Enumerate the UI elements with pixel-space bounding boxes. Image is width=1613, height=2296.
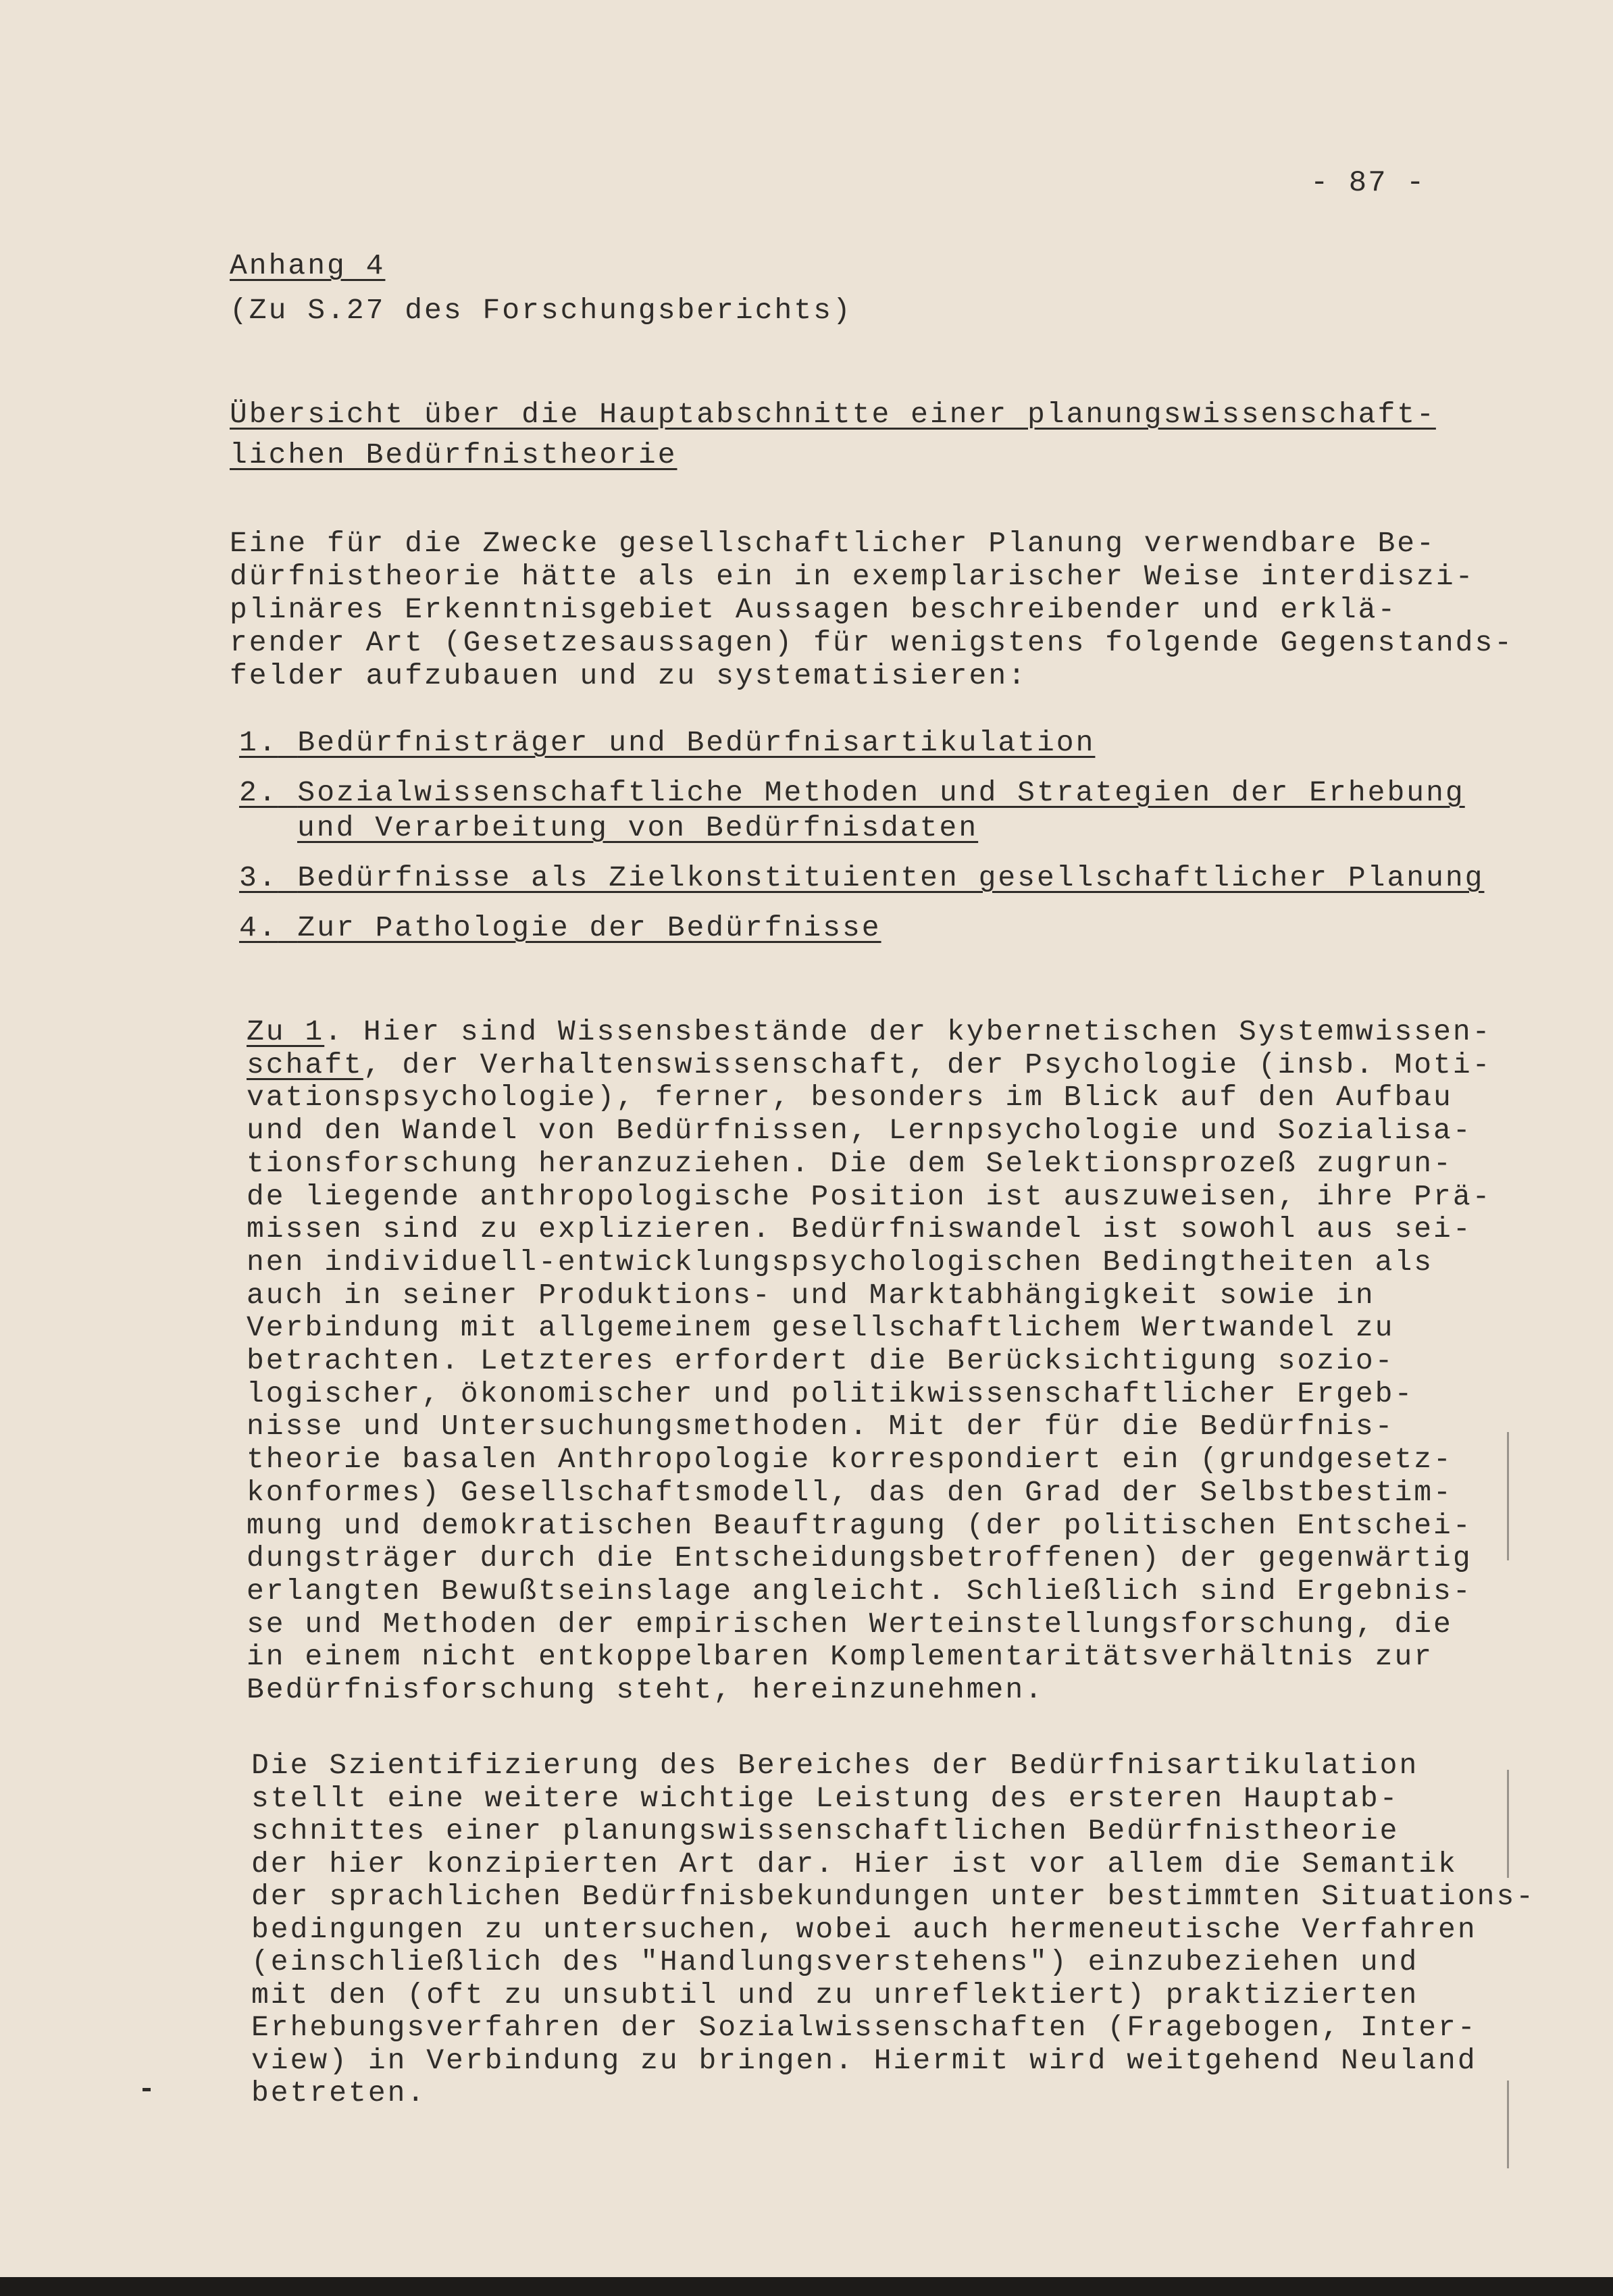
para1-line: logischer, ökonomischer und politikwissenschaftlicher Ergeb- xyxy=(247,1377,1414,1410)
para2-line: bedingungen zu untersuchen, wobei auch hermeneutische Verfahren xyxy=(251,1912,1477,1946)
para1-line: missen sind zu explizieren. Bedürfniswandel ist sowohl aus sei- xyxy=(247,1213,1473,1246)
para2-line: (einschließlich des "Handlungsverstehens") einzubeziehen und xyxy=(251,1945,1419,1979)
para2-line: betreten. xyxy=(251,2076,427,2110)
para1-line: theorie basalen Anthropologie korrespondiert ein (grundgesetz- xyxy=(247,1443,1453,1477)
margin-line-mark xyxy=(1507,1432,1509,1560)
appendix-reference: (Zu S.27 des Forschungsberichts) xyxy=(230,294,852,327)
section-number: 3. xyxy=(239,861,278,894)
section-text: Sozialwissenschaftliche Methoden und Strategien der Erhebung xyxy=(297,776,1465,809)
para2-line: Erhebungsverfahren der Sozialwissenschaften (Fragebogen, Inter- xyxy=(251,2011,1477,2044)
appendix-label xyxy=(230,250,1567,282)
para2-line: schnittes einer planungswissenschaftlichen Bedürfnistheorie xyxy=(251,1814,1400,1847)
para1-line: nisse und Untersuchungsmethoden. Mit der für die Bedürfnis- xyxy=(247,1410,1395,1444)
scan-bottom-edge xyxy=(0,2277,1613,2296)
para2-line: mit den (oft zu unsubtil und zu unreflektiert) praktizierten xyxy=(251,1978,1419,2012)
para1-line: se und Methoden der empirischen Werteinstellungsforschung, die xyxy=(247,1607,1453,1641)
intro-line: plinäres Erkenntnisgebiet Aussagen beschreibender und erklä- xyxy=(230,593,1398,626)
para1-line: mung und demokratischen Beauftragung (der politischen Entschei- xyxy=(247,1508,1473,1542)
section-item-4 xyxy=(239,911,1577,946)
document-title xyxy=(230,394,1567,476)
section-list xyxy=(239,725,1577,961)
section-number: 2. xyxy=(239,776,278,809)
intro-line: render Art (Gesetzesaussagen) für wenigstens folgende Gegenstands- xyxy=(230,626,1514,659)
section-continuation: und Verarbeitung von Bedürfnisdaten xyxy=(297,811,979,844)
para1-line: in einem nicht entkoppelbaren Komplementaritätsverhältnis zur xyxy=(247,1640,1434,1674)
intro-paragraph xyxy=(230,527,1567,692)
para1-text: , der Verhaltenswissenschaft, der Psychologie (insb. Moti- xyxy=(363,1048,1492,1081)
para1-line: erlangten Bewußtseinslage angleicht. Schließlich sind Ergebnis- xyxy=(247,1574,1473,1608)
para1-line: tionsforschung heranzuziehen. Die dem Selektionsprozeß zugrun- xyxy=(247,1146,1453,1180)
para1-line: betrachten. Letzteres erfordert die Berücksichtigung sozio- xyxy=(247,1344,1395,1378)
page-number: - 87 - xyxy=(1310,166,1426,200)
para1-line: konformes) Gesellschaftsmodell, das den Grad der Selbstbestim- xyxy=(247,1475,1453,1509)
para1-line: Verbindung mit allgemeinem gesellschaftlichem Wertwandel zu xyxy=(247,1311,1395,1345)
para1-line: de liegende anthropologische Position ist auszuweisen, ihre Prä- xyxy=(247,1179,1492,1213)
section-heading xyxy=(239,775,1577,811)
para1-line: nen individuell-entwicklungspsychologischen Bedingtheiten als xyxy=(247,1245,1434,1279)
section-text: Zur Pathologie der Bedürfnisse xyxy=(297,911,881,944)
para2-line: der hier konzipierten Art dar. Hier ist vor allem die Semantik xyxy=(251,1847,1458,1881)
para1-line: Bedürfnisforschung steht, hereinzunehmen. xyxy=(247,1673,1044,1707)
margin-dash-mark xyxy=(143,2088,151,2091)
title-line-2: lichen Bedürfnistheorie xyxy=(230,438,677,471)
section-number: 1. xyxy=(239,726,278,759)
para1-line xyxy=(247,1016,1584,1049)
para1-line: vationspsychologie), ferner, besonders im Blick auf den Aufbau xyxy=(247,1081,1453,1115)
section-text: Bedürfnisse als Zielkonstituienten gesellschaftlicher Planung xyxy=(297,861,1485,894)
para1-label-tail: . xyxy=(324,1015,344,1048)
intro-line: Eine für die Zwecke gesellschaftlicher Planung verwendbare Be- xyxy=(230,527,1436,560)
margin-line-mark xyxy=(1507,1770,1509,1878)
section-item-2 xyxy=(239,775,1577,846)
section-item-1 xyxy=(239,725,1577,761)
para1-text: Hier sind Wissensbestände der kybernetischen Systemwissen- xyxy=(344,1015,1492,1048)
intro-line: felder aufzubauen und zu systematisieren: xyxy=(230,659,1027,692)
section-heading xyxy=(239,861,1577,896)
para2-line: stellt eine weitere wichtige Leistung des ersteren Hauptab- xyxy=(251,1781,1400,1815)
section-text: Bedürfnisträger und Bedürfnisartikulation xyxy=(297,726,1096,759)
para1-line: und den Wandel von Bedürfnissen, Lernpsychologie und Sozialisa- xyxy=(247,1114,1473,1148)
para2-line: der sprachlichen Bedürfnisbekundungen unter bestimmten Situations- xyxy=(251,1880,1536,1913)
title-line-1: Übersicht über die Hauptabschnitte einer planungswissenschaft- xyxy=(230,398,1436,431)
para1-line xyxy=(247,1049,1584,1082)
para2-line: Die Szientifizierung des Bereiches der Bedürfnisartikulation xyxy=(251,1749,1419,1782)
appendix-label-text: Anhang 4 xyxy=(230,249,386,282)
section-item-3 xyxy=(239,861,1577,896)
section-heading xyxy=(239,725,1577,761)
para2-line: view) in Verbindung zu bringen. Hiermit wird weitgehend Neuland xyxy=(251,2043,1477,2077)
section-number: 4. xyxy=(239,911,278,944)
paragraph-zu-1 xyxy=(247,1016,1584,1707)
para1-label-cont: schaft xyxy=(247,1048,363,1081)
para1-label: Zu 1 xyxy=(247,1015,325,1048)
margin-line-mark xyxy=(1507,2081,1509,2168)
section-heading xyxy=(239,911,1577,946)
paragraph-szientifizierung xyxy=(251,1750,1589,2110)
para1-line: dungsträger durch die Entscheidungsbetroffenen) der gegenwärtig xyxy=(247,1541,1473,1575)
intro-line: dürfnistheorie hätte als ein in exemplarischer Weise interdiszi- xyxy=(230,560,1475,593)
para1-line: auch in seiner Produktions- und Marktabhängigkeit sowie in xyxy=(247,1278,1375,1312)
